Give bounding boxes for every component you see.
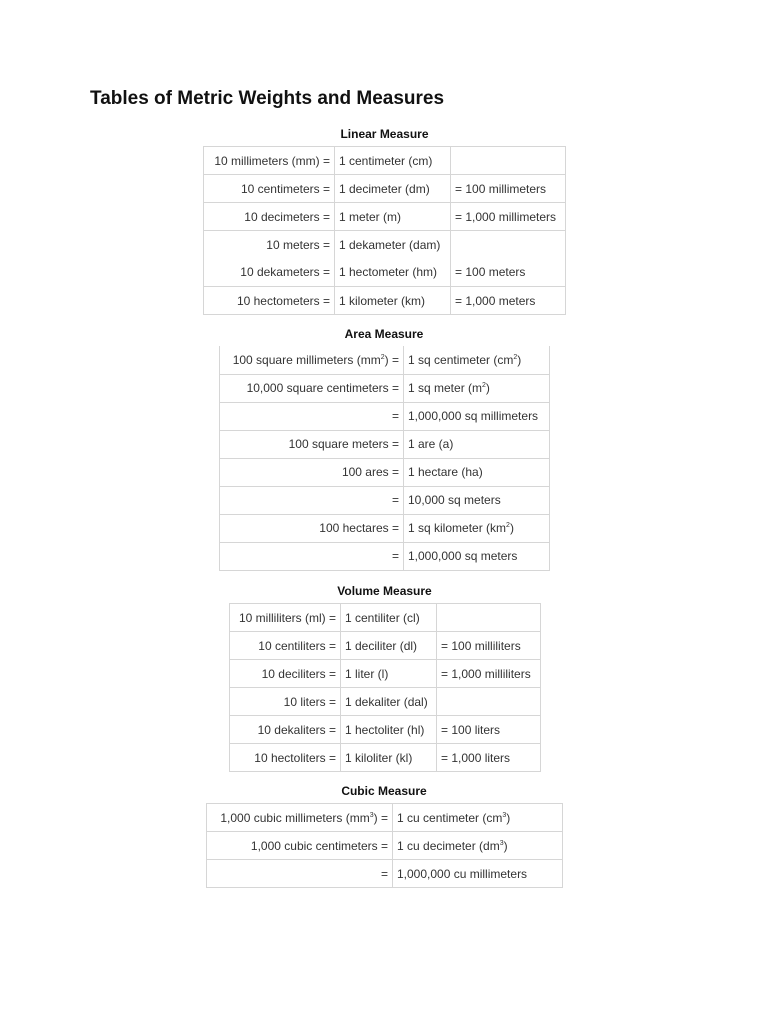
table-cell bbox=[437, 604, 541, 632]
table-cell bbox=[437, 688, 541, 716]
table-row bbox=[220, 346, 550, 374]
table-cell: 1,000,000 cu millimeters bbox=[393, 860, 563, 888]
table-row bbox=[204, 147, 566, 175]
table-row bbox=[230, 632, 541, 660]
table-cell: 1 cu centimeter $(cm^3)$ bbox=[393, 804, 563, 832]
table-row bbox=[220, 402, 550, 430]
table-cell: 1 centiliter (cl) bbox=[341, 604, 437, 632]
table-cell: 10,000 square centimeters = bbox=[220, 374, 404, 402]
table-cell: 1,000 cubic centimeters = bbox=[207, 832, 393, 860]
table-cell: 10 hectoliters = bbox=[230, 744, 341, 772]
table-cell: 10 deciliters = bbox=[230, 660, 341, 688]
table-cell: = bbox=[220, 402, 404, 430]
table-row bbox=[220, 430, 550, 458]
table-cell: 1 kilometer (km) bbox=[335, 287, 451, 315]
table-row bbox=[220, 514, 550, 542]
table-cell: 10 hectometers = bbox=[204, 287, 335, 315]
table-row bbox=[204, 175, 566, 203]
volume-measure-table bbox=[229, 603, 541, 772]
table-cell: 1 hectoliter (hl) bbox=[341, 716, 437, 744]
table-row bbox=[230, 688, 541, 716]
table-cell: 1 liter (l) bbox=[341, 660, 437, 688]
table-cell: 1 hectare (ha) bbox=[404, 458, 550, 486]
area-measure-table bbox=[219, 346, 550, 571]
table-cell: 1,000,000 sq millimeters bbox=[404, 402, 550, 430]
table-cell: 1 deciliter (dl) bbox=[341, 632, 437, 660]
table-cell: 10 centimeters = bbox=[204, 175, 335, 203]
table-cell: 10 meters = bbox=[204, 231, 335, 259]
table-cell: 10 dekameters = bbox=[204, 259, 335, 287]
table-cell: = bbox=[220, 486, 404, 514]
table-cell: = 100 liters bbox=[437, 716, 541, 744]
table-row bbox=[204, 231, 566, 259]
table-cell: 1 hectometer (hm) bbox=[335, 259, 451, 287]
table-cell: 1 meter (m) bbox=[335, 203, 451, 231]
table-cell bbox=[451, 147, 566, 175]
table-row bbox=[220, 542, 550, 570]
table-row bbox=[204, 287, 566, 315]
table-cell: 1 sq centimeter $(cm^2)$ bbox=[404, 346, 550, 374]
table-cell: 10 dekaliters = bbox=[230, 716, 341, 744]
table-cell: 10,000 sq meters bbox=[404, 486, 550, 514]
table-cell: = bbox=[207, 860, 393, 888]
table-cell: 100 square meters = bbox=[220, 430, 404, 458]
table-cell: 1 dekaliter (dal) bbox=[341, 688, 437, 716]
page-title: Tables of Metric Weights and Measures bbox=[90, 88, 445, 109]
table-cell: = bbox=[220, 542, 404, 570]
linear-measure-table bbox=[203, 146, 566, 315]
table-cell: = 1,000 liters bbox=[437, 744, 541, 772]
table-row bbox=[204, 203, 566, 231]
table-cell: 1 sq kilometer $(km^2)$ bbox=[404, 514, 550, 542]
table-cell: 1 sq meter $(m^2)$ bbox=[404, 374, 550, 402]
table-row bbox=[207, 804, 563, 832]
table-row bbox=[220, 458, 550, 486]
table-row bbox=[230, 604, 541, 632]
table-row bbox=[220, 486, 550, 514]
table-cell: 100 ares = bbox=[220, 458, 404, 486]
table-cell: = 100 meters bbox=[451, 259, 566, 287]
table-row bbox=[230, 660, 541, 688]
table-cell: 10 milliliters (ml) = bbox=[230, 604, 341, 632]
table-row bbox=[207, 832, 563, 860]
table-cell: = 1,000 millimeters bbox=[451, 203, 566, 231]
table-cell: 1 centimeter (cm) bbox=[335, 147, 451, 175]
table-cell: 1 dekameter (dam) bbox=[335, 231, 451, 259]
table-cell: = 100 milliliters bbox=[437, 632, 541, 660]
table-cell: = 1,000 meters bbox=[451, 287, 566, 315]
table-cell: 10 centiliters = bbox=[230, 632, 341, 660]
table-cell: = 1,000 milliliters bbox=[437, 660, 541, 688]
table-row bbox=[230, 744, 541, 772]
table-row bbox=[220, 374, 550, 402]
table-cell: 100 square millimeters $(mm^2)$ = bbox=[220, 346, 404, 374]
table-cell: 10 millimeters (mm) = bbox=[204, 147, 335, 175]
table-row bbox=[207, 860, 563, 888]
table-cell: 1 are (a) bbox=[404, 430, 550, 458]
table-cell: = 100 millimeters bbox=[451, 175, 566, 203]
table-cell: 1 decimeter (dm) bbox=[335, 175, 451, 203]
table-cell: 10 decimeters = bbox=[204, 203, 335, 231]
area-measure-caption: Area Measure bbox=[344, 327, 424, 341]
table-row bbox=[204, 259, 566, 287]
cubic-measure-table bbox=[206, 803, 563, 888]
cubic-measure-caption: Cubic Measure bbox=[341, 784, 427, 798]
table-cell: 100 hectares = bbox=[220, 514, 404, 542]
table-cell: 1,000 cubic millimeters $(mm^3)$ = bbox=[207, 804, 393, 832]
volume-measure-caption: Volume Measure bbox=[337, 584, 432, 598]
linear-measure-caption: Linear Measure bbox=[340, 127, 429, 141]
table-cell: 1,000,000 sq meters bbox=[404, 542, 550, 570]
table-cell: 1 kiloliter (kl) bbox=[341, 744, 437, 772]
table-cell: 1 cu decimeter $(dm^3)$ bbox=[393, 832, 563, 860]
table-cell bbox=[451, 231, 566, 259]
table-cell: 10 liters = bbox=[230, 688, 341, 716]
table-row bbox=[230, 716, 541, 744]
